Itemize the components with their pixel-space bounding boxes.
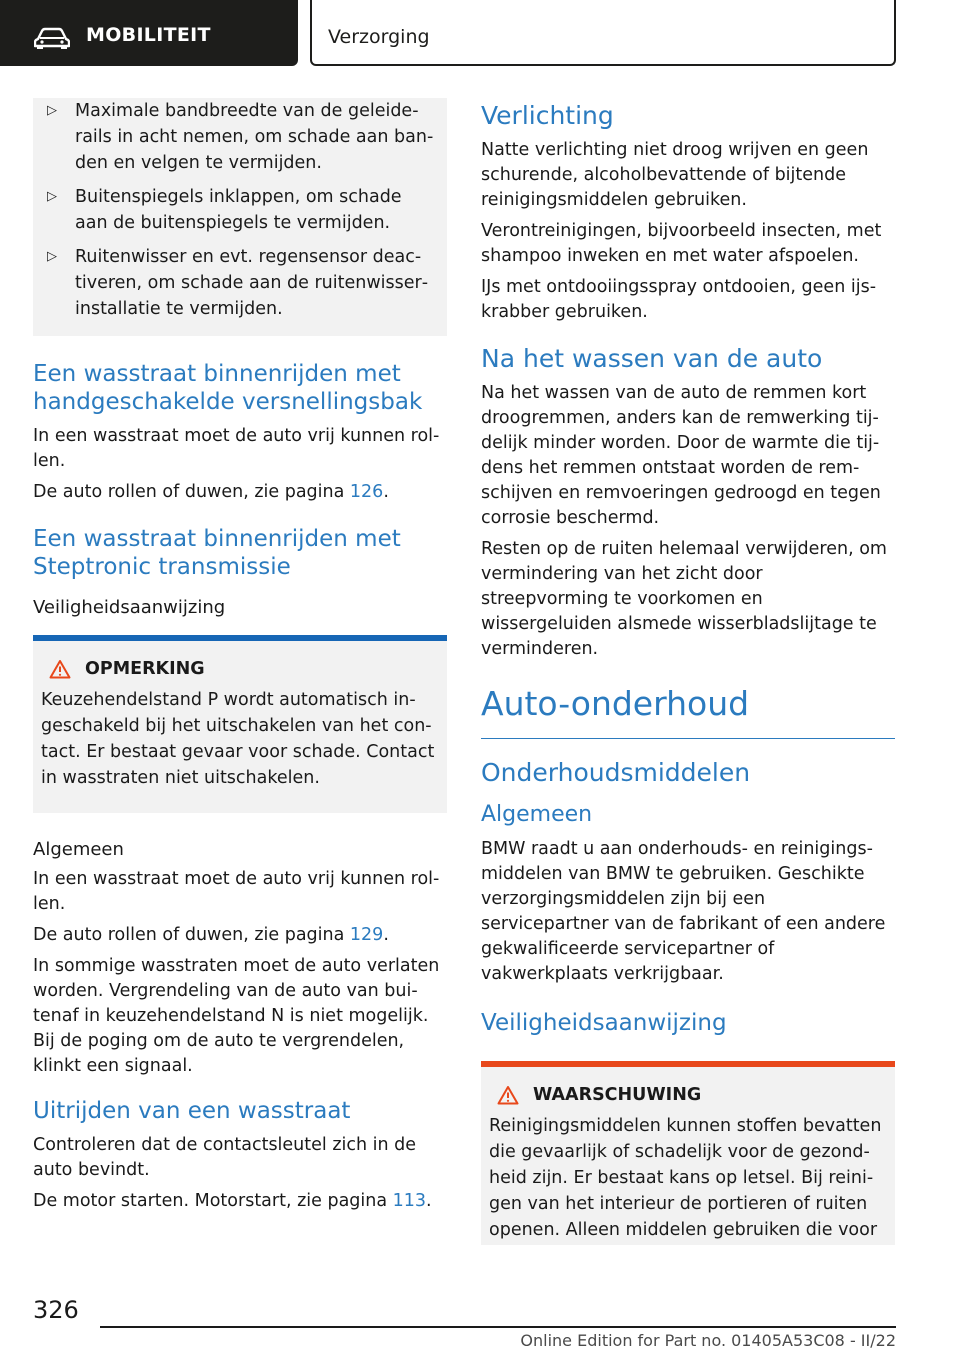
warning-triangle-icon xyxy=(49,659,71,679)
heading-after-wash: Na het wassen van de auto xyxy=(481,344,823,373)
paragraph: IJs met ontdooiingsspray ontdooien, geen ijskrabber gebruiken. xyxy=(481,277,877,322)
paragraph: De motor starten. Motorstart, zie pagina 113. xyxy=(33,1191,432,1211)
paragraph: Natte verlichting niet droog wrijven en geen schurende, alcoholbevattende of bijtende reinigingsmiddelen gebruiken. xyxy=(481,140,869,210)
paragraph: In sommige wasstraten moet de auto verlaten worden. Vergrendeling van de auto van buitenaf in keuzehendelstand N is niet mogelijk. Bij de poging om de auto te vergrendelen, klinkt een signaal. xyxy=(33,956,440,1076)
bullet-box xyxy=(33,98,447,336)
safety-label: Veiligheidsaanwijzing xyxy=(33,597,226,618)
paragraph: Verontreinigingen, bijvoorbeeld insecten, met shampoo inweken en met water afspoelen. xyxy=(481,221,882,266)
page-number: 326 xyxy=(33,1296,79,1324)
general-label: Algemeen xyxy=(33,839,124,860)
page-link[interactable]: 113 xyxy=(392,1191,427,1211)
edition-label: Online Edition for Part no. 01405A53C08 - II/22 xyxy=(520,1331,896,1350)
triangle-right-icon: ▷ xyxy=(47,103,57,118)
right-column xyxy=(481,98,895,1245)
page-link[interactable]: 126 xyxy=(349,482,384,502)
heading-manual: Een wasstraat binnenrijden met handgeschakelde versnellingsbak xyxy=(33,361,423,415)
section-label: MOBILITEIT xyxy=(86,24,211,46)
bullet-list xyxy=(33,98,439,322)
list-item: ▷ Maximale bandbreedte van de geleiderails in acht nemen, om schade aan banden en velgen te vermijden. xyxy=(33,98,439,176)
section-tab[interactable] xyxy=(0,0,298,66)
page-header xyxy=(0,0,960,66)
chapter-tab[interactable] xyxy=(310,0,896,66)
heading-means: Onderhoudsmiddelen xyxy=(481,758,751,787)
footer-divider xyxy=(100,1326,896,1328)
warning-box xyxy=(481,1061,895,1245)
heading-safety: Veiligheidsaanwijzing xyxy=(481,1010,727,1036)
triangle-right-icon: ▷ xyxy=(47,189,57,204)
car-icon xyxy=(34,27,70,49)
heading-steptronic: Een wasstraat binnenrijden met Steptronic transmissie xyxy=(33,526,401,580)
warning-title: WAARSCHUWING xyxy=(533,1085,702,1105)
page-link[interactable]: 129 xyxy=(349,925,384,945)
heading-lighting: Verlichting xyxy=(481,101,614,130)
notice-title: OPMERKING xyxy=(85,659,205,679)
heading-exit: Uitrijden van een wasstraat xyxy=(33,1098,351,1124)
paragraph: In een wasstraat moet de auto vrij kunnen rollen. xyxy=(33,426,440,471)
left-column xyxy=(33,98,447,1220)
paragraph: De auto rollen of duwen, zie pagina 126. xyxy=(33,482,389,502)
heading-maintenance: Auto-onderhoud xyxy=(481,684,895,739)
paragraph: Resten op de ruiten helemaal verwijderen, om vermindering van het zicht door streepvorming te voorkomen en wissergeluiden alsmede wisserbladslijtage te verminderen. xyxy=(481,539,887,659)
paragraph: In een wasstraat moet de auto vrij kunnen rollen. xyxy=(33,869,440,914)
notice-text: Keuzehendelstand P wordt automatisch ingeschakeld bij het uitschakelen van het contact. Er bestaat gevaar voor schade. Contact in wasstraten niet uitschakelen. xyxy=(41,690,435,788)
paragraph: Controleren dat de contactsleutel zich in de auto bevindt. xyxy=(33,1135,417,1180)
list-item: ▷ Buitenspiegels inklappen, om schade aan de buitenspiegels te vermijden. xyxy=(33,184,439,236)
warning-triangle-icon xyxy=(497,1085,519,1105)
paragraph: BMW raadt u aan onderhouds- en reinigingsmiddelen van BMW te gebruiken. Geschikte verzorgingsmiddelen zijn bij een servicepartner van de fabrikant of een andere gekwalificeerde servicepartner of vakwerkplaats verkrijgbaar. xyxy=(481,839,886,984)
notice-box xyxy=(33,635,447,813)
triangle-right-icon: ▷ xyxy=(47,249,57,264)
list-item: ▷ Ruitenwisser en evt. regensensor deactiveren, om schade aan de ruitenwisserinstallatie te vermijden. xyxy=(33,244,439,322)
heading-general: Algemeen xyxy=(481,802,593,827)
paragraph: De auto rollen of duwen, zie pagina 129. xyxy=(33,925,389,945)
paragraph: Na het wassen van de auto de remmen kort droogremmen, anders kan de remwerking tijdelijk minder worden. Door de warmte die tijdens het remmen ontstaat worden de remschijven en remvoeringen gedroogd en tegen corrosie beschermd. xyxy=(481,383,881,528)
chapter-label: Verzorging xyxy=(328,26,430,48)
warning-text: Reinigingsmiddelen kunnen stoffen bevatten die gevaarlijk of schadelijk voor de gezondheid zijn. Er bestaat kans op letsel. Bij reinigen van het interieur de portieren of ruiten openen. Alleen middelen gebruiken die voor xyxy=(489,1116,882,1240)
